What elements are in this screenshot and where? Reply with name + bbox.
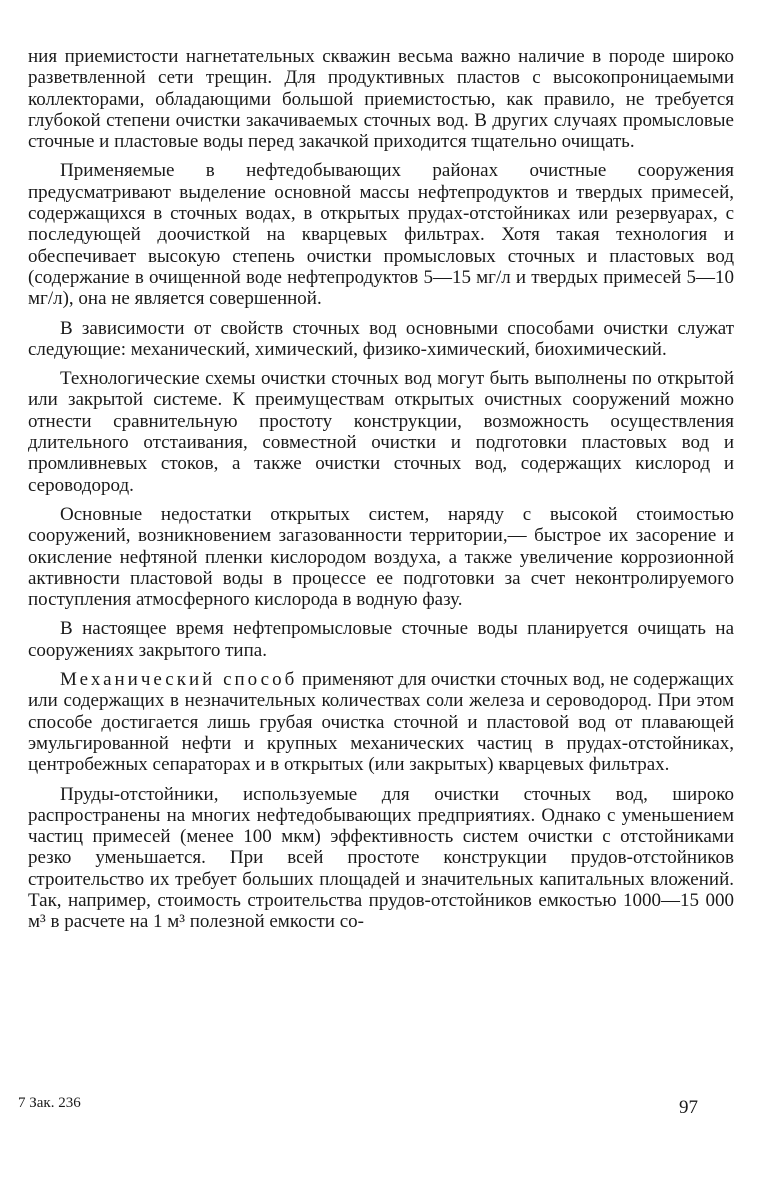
page-footer	[18, 1095, 698, 1125]
paragraph-treatment-facilities: Применяемые в нефтедобывающих районах очистные сооружения предусматривают выделение основной массы нефтепродуктов и твердых примесей, содержащихся в сточных водах, в открытых прудах-отстойниках или резервуарах, с последующей доочисткой на кварцевых фильтрах. Хотя такая технология и обеспечивает высокую степень очистки промысловых сточных и пластовых вод (содержание в очищенной воде нефтепродуктов 5—15 мг/л и твердых примесей 5—10 мг/л), она не является совершенной.	[28, 160, 734, 310]
paragraph-closed-type: В настоящее время нефтепромысловые сточные воды планируется очищать на сооружениях закрытого типа.	[28, 618, 734, 661]
paragraph-settling-ponds: Пруды-отстойники, используемые для очистки сточных вод, широко распространены на многих нефтедобывающих предприятиях. Однако с уменьшением частиц примесей (менее 100 мкм) эффективность систем очистки с отстойниками резко уменьшается. При всей простоте конструкции прудов-отстойников строительство их требует больших площадей и значительных капитальных вложений. Так, например, стоимость строительства прудов-отстойников емкостью 1000—15 000 м³ в расчете на 1 м³ полезной емкости со-	[28, 783, 734, 933]
paragraph-mechanical-method	[28, 669, 734, 775]
page-number: 97	[679, 1097, 698, 1118]
paragraph-treatment-methods: В зависимости от свойств сточных вод основными способами очистки служат следующие: механический, химический, физико-химический, биохимический.	[28, 317, 734, 360]
page-body	[28, 46, 734, 941]
paragraph-mechanical-method-text: применяют для очистки сточных вод, не содержащих или содержащих в незначительных количествах соли железа и сероводород. При этом способе достигается лишь грубая очистка сточной и пластовой вод от плавающей эмульгированной нефти и крупных механических частиц в прудах-отстойниках, центробежных сепараторах и в открытых (или закрытых) кварцевых фильтрах.	[28, 669, 735, 776]
printer-signature: 7 Зак. 236	[18, 1095, 81, 1111]
paragraph-continuation: ния приемистости нагнетательных скважин весьма важно наличие в породе широко разветвленной сети трещин. Для продуктивных пластов с высокопроницаемыми коллекторами, обладающими большой приемистостью, как правило, не требуется глубокой степени очистки закачиваемых сточных вод. В других случаях промысловые сточные и пластовые воды перед закачкой приходится тщательно очищать.	[28, 46, 734, 153]
term-mechanical-method: Механический способ	[60, 669, 298, 691]
paragraph-open-system-drawbacks: Основные недостатки открытых систем, наряду с высокой стоимостью сооружений, возникновением загазованности территории,— быстрое их засорение и окисление нефтяной пленки кислородом воздуха, а также увеличение коррозионной активности пластовой воды в процессе ее подготовки за счет неконтролируемого поступления атмосферного кислорода в водную фазу.	[28, 503, 734, 611]
paragraph-open-closed-systems: Технологические схемы очистки сточных вод могут быть выполнены по открытой или закрытой системе. К преимуществам открытых очистных сооружений можно отнести сравнительную простоту конструкции, возможность осуществления длительного отстаивания, совместной очистки и подготовки пластовых вод и промливневых стоков, а также очистки сточных вод, содержащих кислород и сероводород.	[28, 368, 734, 496]
